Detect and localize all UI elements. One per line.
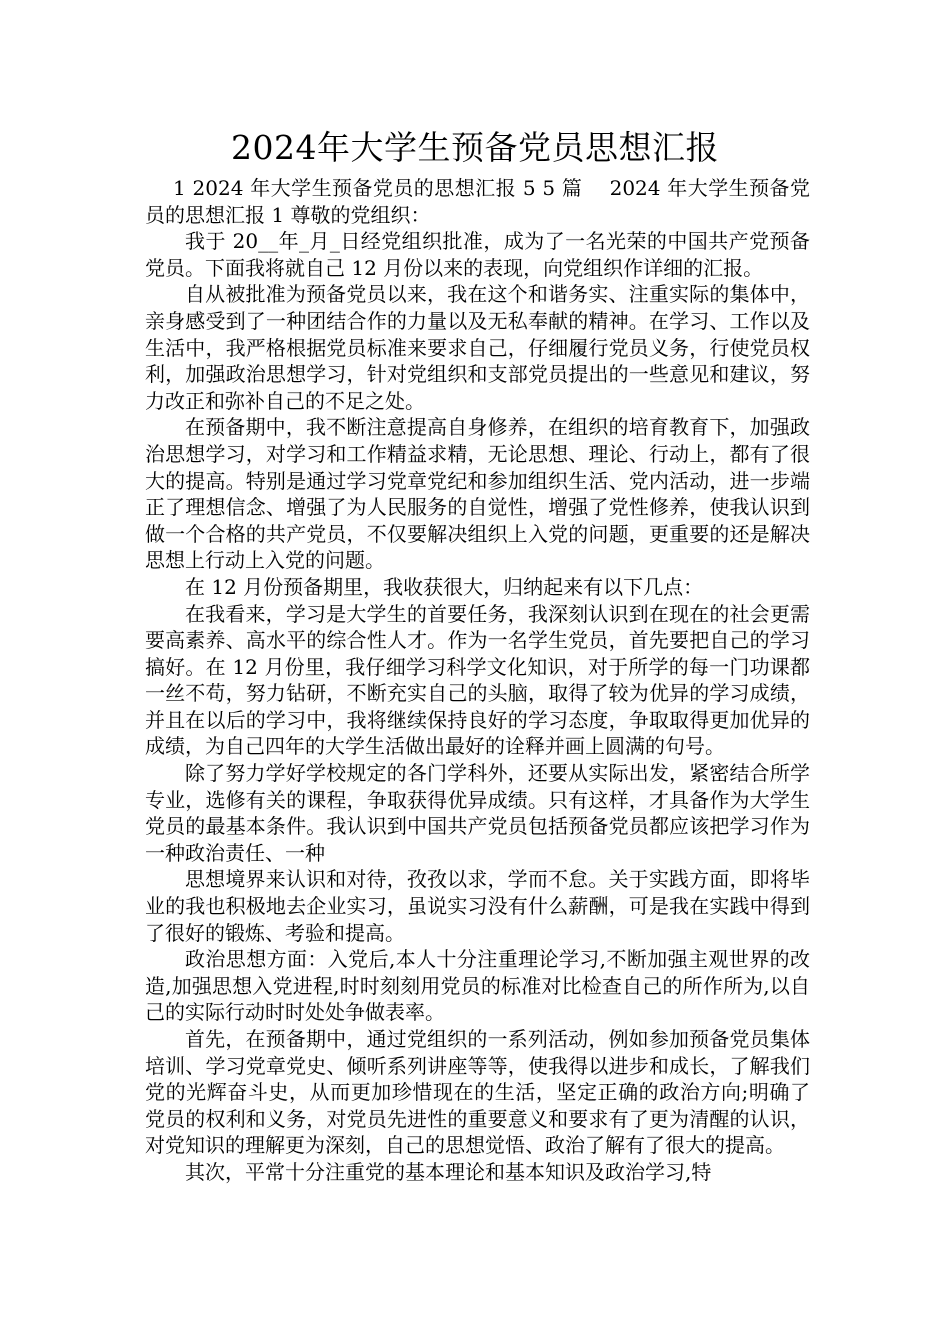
paragraph: 在 12 月份预备期里，我收获很大，归纳起来有以下几点： xyxy=(185,574,704,599)
paragraph: 我于 20__年_月_日经党组织批准，成为了一名光荣的中国共产党预备党员。下面我将就自己 12 月份以来的表现，向党组织作详细的汇报。 xyxy=(145,229,810,280)
document-body xyxy=(145,175,810,1186)
paragraph: 其次，平常十分注重党的基本理论和基本知识及政治学习,特 xyxy=(185,1159,712,1184)
document-title: 2024年大学生预备党员思想汇报 xyxy=(231,128,719,167)
paragraph: 思想境界来认识和对待，孜孜以求，学而不怠。关于实践方面，即将毕业的我也积极地去企业实习，虽说实习没有什么薪酬，可是我在实践中得到了很好的锻炼、考验和提高。 xyxy=(145,867,810,945)
paragraph: 在我看来，学习是大学生的首要任务，我深刻认识到在现在的社会更需要高素养、高水平的综合性人才。作为一名学生党员，首先要把自己的学习搞好。在 12 月份里，我仔细学习科学文化知识，对于所学的每一门功课都一丝不苟，努力钻研，不断充实自己的头脑，取得了较为优异的学习成绩，并且在以后的学习中，我将继续保持良好的学习态度，争取取得更加优异的成绩，为自己四年的大学生活做出最好的诠释并画上圆满的句号。 xyxy=(145,601,810,759)
paragraph: 首先，在预备期中，通过党组织的一系列活动，例如参加预备党员集体培训、学习党章党史、倾听系列讲座等等，使我得以进步和成长，了解我们党的光辉奋斗史，从而更加珍惜现在的生活，坚定正确的政治方向;明确了党员的权利和义务，对党员先进性的重要意义和要求有了更为清醒的认识，对党知识的理解更为深刻，自己的思想觉悟、政治了解有了很大的提高。 xyxy=(145,1027,810,1158)
paragraph: 在预备期中，我不断注意提高自身修养，在组织的培育教育下，加强政治思想学习，对学习和工作精益求精，无论思想、理论、行动上，都有了很大的提高。特别是通过学习党章党纪和参加组织生活、党内活动，进一步端正了理想信念、增强了为人民服务的自觉性，增强了党性修养，使我认识到做一个合格的共产党员，不仅要解决组织上入党的问题，更重要的还是解决思想上行动上入党的问题。 xyxy=(145,415,810,573)
paragraph: 除了努力学好学校规定的各门学科外，还要从实际出发，紧密结合所学专业，选修有关的课程，争取获得优异成绩。只有这样，才具备作为大学生党员的最基本条件。我认识到中国共产党员包括预备党员都应该把学习作为一种政治责任、一种 xyxy=(145,761,810,865)
paragraph-intro: 1 2024 年大学生预备党员的思想汇报 5 5 篇 2024 年大学生预备党员的思想汇报 1 尊敬的党组织： xyxy=(145,176,810,227)
paragraph: 政治思想方面：入党后,本人十分注重理论学习,不断加强主观世界的改造,加强思想入党进程,时时刻刻用党员的标准对比检查自己的所作所为,以自己的实际行动时时处处争做表率。 xyxy=(145,947,810,1025)
paragraph: 自从被批准为预备党员以来，我在这个和谐务实、注重实际的集体中，亲身感受到了一种团结合作的力量以及无私奉献的精神。在学习、工作以及生活中，我严格根据党员标准来要求自己，仔细履行党员义务，行使党员权利，加强政治思想学习，针对党组织和支部党员提出的一些意见和建议，努力改正和弥补自己的不足之处。 xyxy=(145,282,810,413)
